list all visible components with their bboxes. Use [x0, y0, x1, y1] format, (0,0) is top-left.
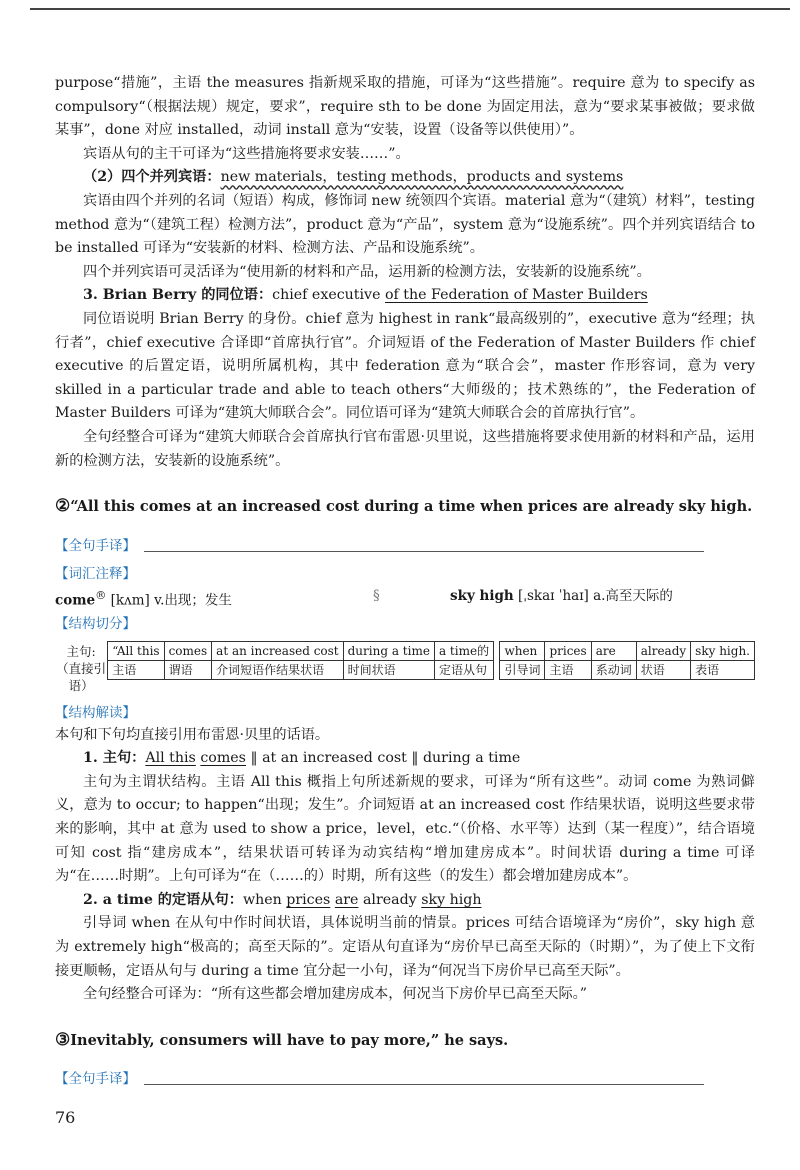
sub-word: sky high.: [691, 641, 755, 660]
main-word: during a time: [343, 641, 434, 660]
paragraph: 宾语由四个并列的名词（短语）构成，修饰词 new 统领四个宾语。material 意为“（建筑）材料”，testing method 意为“（建筑工程）检测方法”，product 意为“产品”，system 意为“设施系统”。四个并列宾语结合 to be installed 可译为“安装新的材料、检测方法、产品和设施系统”。: [55, 192, 755, 257]
sub-word: are: [591, 641, 636, 660]
paragraph: 同位语说明 Brian Berry 的身份。chief 意为 highest in rank“最高级别的”，executive 意为“经理；执行者”，chief executive 合译即“首席执行官”。介词短语 of the Federation of Master Builders 作 chief executive 的后置定语，说明所属机构，其中 federation 意为“联合会”，master 作形容词，意为 very skilled in a particular trade and able to teach others“大师级的；技术熟练的”，the Federation of Master Builders 可译为“建筑大师联合会”。同位语可译为“建筑大师联合会的首席执行官”。: [55, 310, 755, 422]
paragraph: 宾语从句的主干可译为“这些措施将要求安装……”。: [83, 145, 410, 162]
link-word: a time的: [434, 641, 493, 660]
sub-role: 引导词: [500, 660, 545, 679]
paragraph: purpose“措施”，主语 the measures 指新规采取的措施，可译为“这些措施”。require 意为 to specify as compulsory“（根据法规）规定，要求”，require sth to be done 为固定用法，意为“要求某事被做；要求做某事”，done 对应 installed，动词 install 意为“安装，设置（设备等以供使用）”。: [55, 75, 755, 139]
paragraph: 本句和下句均直接引用布雷恩·贝里的话语。: [55, 726, 330, 743]
paragraph: 四个并列宾语可灵活译为“使用新的材料和产品，运用新的检测方法，安装新的设施系统”。: [83, 263, 651, 280]
structure-diagram: 主句: （直接引语） “All this comes at an increased cost during a time a time的 主语 谓语 介词短语作结果状语 时间状语 定语从句 when prices are already sky high. 引导词 主语 系动词 状语 表语: [55, 641, 755, 694]
main-role: 主语: [108, 660, 164, 679]
main-word: at an increased cost: [212, 641, 343, 660]
structure-header: 【结构切分】: [55, 615, 136, 632]
main-role: 时间状语: [343, 660, 434, 679]
page-number: 76: [55, 1108, 76, 1127]
paragraph: 全句经整合可译为“建筑大师联合会首席执行官布雷恩·贝里说，这些措施将要求使用新的材料和产品，运用新的检测方法，安装新的设施系统”。: [55, 428, 755, 469]
sub-word: when: [500, 641, 545, 660]
sub-word: already: [636, 641, 690, 660]
sub-role: 表语: [691, 660, 755, 679]
sentence-2: ②“All this comes at an increased cost during a time when prices are already sky high.: [55, 496, 753, 517]
sub-role: 主语: [545, 660, 591, 679]
sub-role: 系动词: [591, 660, 636, 679]
sentence-3: ③Inevitably, consumers will have to pay more,” he says.: [55, 1029, 509, 1050]
paragraph: 全句经整合可译为：“所有这些都会增加建房成本，何况当下房价早已高至天际。”: [83, 986, 587, 1003]
main-word: comes: [164, 641, 212, 660]
translation-blank-line: [144, 541, 704, 552]
sub-role: 状语: [636, 660, 690, 679]
paragraph: 引导词 when 在从句中作时间状语，具体说明当前的情景。prices 可结合语境译为“房价”，sky high 意为 extremely high“极高的；高至天际的”。定语从句直译为“房价早已高至天际的（时期）”，为了使上下文衔接更顺畅，定语从句与 during a time 宜分起一小句，译为“何况当下房价早已高至天际”。: [55, 915, 755, 979]
paragraph: 主句为主谓状结构。主语 All this 概指上句所述新规的要求，可译为“所有这些”。动词 come 为熟词僻义，意为 to occur; to happen“出现；发生”。介词短语 at an increased cost 作结果状语，说明这些要求带来的影响，其中 at 意为 used to show a price，level，etc.“（价格、水平等）达到（某一程度）”，结合语境可知 cost 指“建房成本”，结果状语可转译为动宾结构“增加建房成本”。时间状语 during a time 可译为“在……时期”。上句可译为“在（……的）时期，所有这些（的发生）都会增加建房成本”。: [55, 773, 755, 885]
vocab-header: 【词汇注释】: [55, 565, 136, 582]
vocab-line: come® [kʌm] v.出现；发生 § sky high [ˌskaɪ ˈhaɪ] a.高至天际的: [55, 587, 673, 609]
section-heading: 2. a time 的定语从句：when prices are already sky high: [83, 891, 482, 908]
analysis-header: 【结构解读】: [55, 704, 136, 721]
section-heading: （2）四个并列宾语：new materials，testing methods，products and systems: [83, 169, 624, 186]
sub-clause-table: [499, 641, 755, 680]
section-heading: 1. 主句：All this comes ‖ at an increased cost ‖ during a time: [83, 750, 521, 767]
main-clause-table: [107, 641, 494, 680]
sub-word: prices: [545, 641, 591, 660]
main-word: “All this: [108, 641, 164, 660]
page-content: [55, 72, 755, 1090]
section-heading: 3. Brian Berry 的同位语：chief executive of the Federation of Master Builders: [83, 287, 648, 304]
full-translation-header: 【全句手译】: [55, 535, 755, 557]
full-translation-header: 【全句手译】: [55, 1068, 755, 1090]
translation-blank-line: [144, 1074, 704, 1085]
top-rule: [30, 8, 790, 10]
main-role: 谓语: [164, 660, 212, 679]
main-role: 介词短语作结果状语: [212, 660, 343, 679]
link-role: 定语从句: [434, 660, 493, 679]
